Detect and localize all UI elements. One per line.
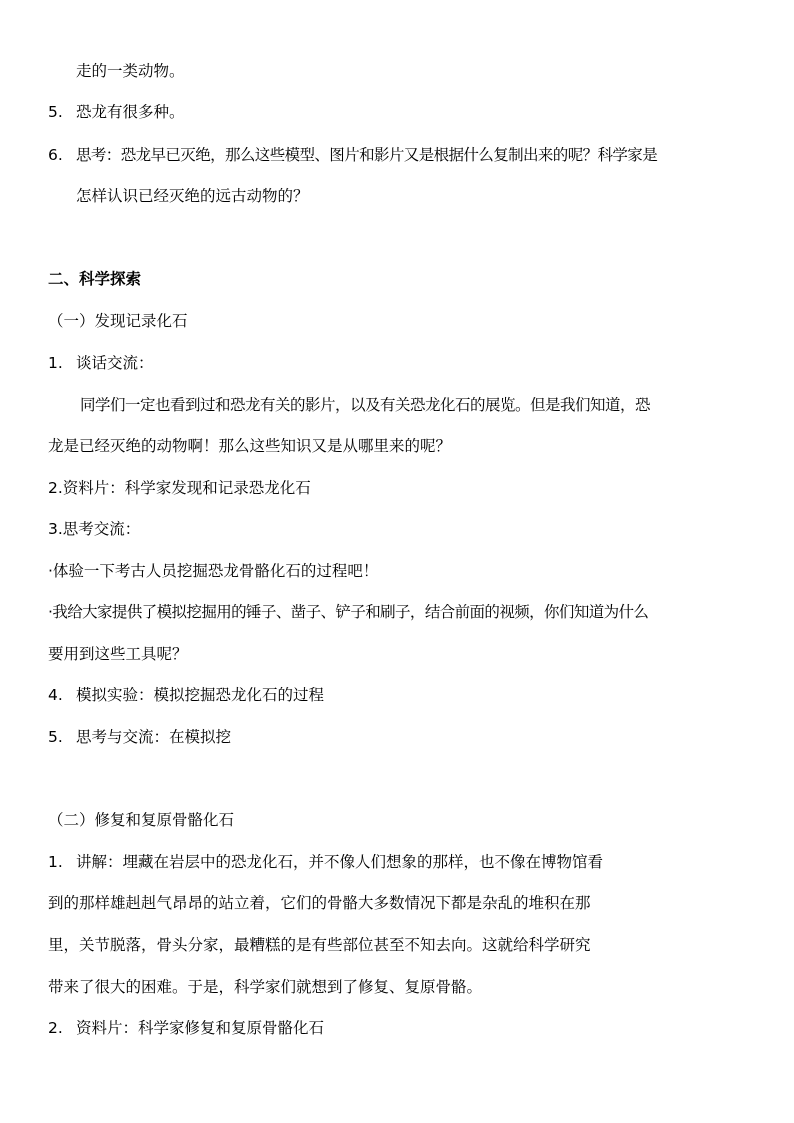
list-number: 5. <box>48 103 63 121</box>
step-text: 资料片：科学家修复和复原骨骼化石 <box>76 1019 325 1037</box>
list-item-text: 恐龙有很多种。 <box>76 103 185 121</box>
step-text-line1: 讲解：埋藏在岩层中的恐龙化石，并不像人们想象的那样，也不像在博物馆看 <box>76 853 604 871</box>
list-item-text-line1: 思考：恐龙早已灭绝，那么这些模型、图片和影片又是根据什么复制出来的呢？科学家是 <box>76 146 658 164</box>
paragraph-line1: 同学们一定也看到过和恐龙有关的影片，以及有关恐龙化石的展览。但是我们知道，恐 <box>80 396 651 414</box>
step-text: 模拟实验：模拟挖掘恐龙化石的过程 <box>76 686 325 704</box>
step-number: 5. <box>48 728 63 746</box>
step-text-line3: 里，关节脱落，骨头分家，最糟糕的是有些部位甚至不知去向。这就给科学研究 <box>48 936 591 954</box>
step-3-discuss: 3.思考交流： <box>48 520 141 538</box>
list-item-text-line2: 怎样认识已经灭绝的远古动物的？ <box>76 187 309 205</box>
paragraph-line2: 龙是已经灭绝的动物啊！那么这些知识又是从哪里来的呢？ <box>48 437 452 455</box>
step-2-material: 2.资料片：科学家发现和记录恐龙化石 <box>48 479 311 497</box>
step-text-line2: 到的那样雄赳赳气昂昂的站立着，它们的骨骼大多数情况下都是杂乱的堆积在那 <box>48 894 591 912</box>
step-number: 1. <box>48 354 63 372</box>
subsection-title-restore: （二）修复和复原骨骼化石 <box>48 811 235 829</box>
intro-tail-text: 走的一类动物。 <box>76 62 185 80</box>
step-text: 思考与交流：在模拟挖 <box>76 728 232 746</box>
step-number: 1. <box>48 853 63 871</box>
step-number: 2. <box>48 1019 63 1037</box>
list-number: 6. <box>48 146 63 164</box>
step-label: 谈话交流： <box>76 354 154 372</box>
bullet-tools-line2: 要用到这些工具呢？ <box>48 645 188 663</box>
step-text-line4: 带来了很大的困难。于是，科学家们就想到了修复、复原骨骼。 <box>48 978 483 996</box>
bullet-tools-line1: ·我给大家提供了模拟挖掘用的锤子、凿子、铲子和刷子，结合前面的视频，你们知道为什么 <box>48 603 649 621</box>
bullet-experience: ·体验一下考古人员挖掘恐龙骨骼化石的过程吧！ <box>48 562 379 580</box>
step-number: 4. <box>48 686 63 704</box>
subsection-title-discover: （一）发现记录化石 <box>48 312 188 330</box>
section-heading: 二、科学探索 <box>48 270 142 288</box>
